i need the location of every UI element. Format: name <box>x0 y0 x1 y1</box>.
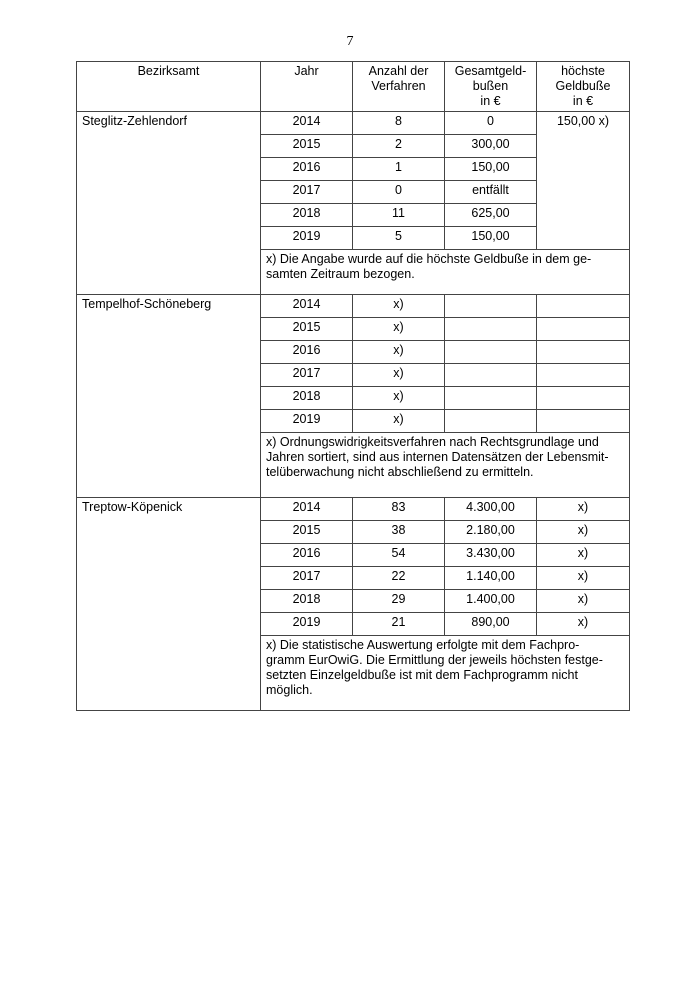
header-row <box>77 62 630 112</box>
count-cell: x) <box>353 341 445 364</box>
year-cell: 2019 <box>261 227 353 250</box>
district-name: Treptow-Köpenick <box>77 498 261 711</box>
count-cell: 22 <box>353 567 445 590</box>
count-cell: 38 <box>353 521 445 544</box>
max-fine-cell: x) <box>537 544 630 567</box>
year-cell: 2017 <box>261 181 353 204</box>
table-row <box>77 498 630 521</box>
total-fine-cell: 1.400,00 <box>445 590 537 613</box>
count-cell: 21 <box>353 613 445 636</box>
max-fine-cell <box>537 295 630 318</box>
header-bezirksamt: Bezirksamt <box>77 62 261 112</box>
total-fine-cell: 150,00 <box>445 158 537 181</box>
table-row <box>77 112 630 135</box>
max-fine-cell <box>537 318 630 341</box>
year-cell: 2014 <box>261 112 353 135</box>
header-gesamt: Gesamtgeld- bußen in € <box>445 62 537 112</box>
year-cell: 2018 <box>261 204 353 227</box>
year-cell: 2016 <box>261 341 353 364</box>
year-cell: 2014 <box>261 295 353 318</box>
total-fine-cell <box>445 364 537 387</box>
year-cell: 2015 <box>261 521 353 544</box>
table-row <box>77 295 630 318</box>
count-cell: x) <box>353 410 445 433</box>
year-cell: 2017 <box>261 567 353 590</box>
total-fine-cell: 890,00 <box>445 613 537 636</box>
max-fine-cell <box>537 341 630 364</box>
total-fine-cell <box>445 387 537 410</box>
count-cell: 0 <box>353 181 445 204</box>
year-cell: 2016 <box>261 158 353 181</box>
year-cell: 2019 <box>261 410 353 433</box>
count-cell: 54 <box>353 544 445 567</box>
total-fine-cell: 150,00 <box>445 227 537 250</box>
header-jahr: Jahr <box>261 62 353 112</box>
year-cell: 2019 <box>261 613 353 636</box>
footnote: x) Die Angabe wurde auf die höchste Geldbuße in dem ge- samten Zeitraum bezogen. <box>261 250 630 295</box>
count-cell: 11 <box>353 204 445 227</box>
count-cell: x) <box>353 364 445 387</box>
year-cell: 2015 <box>261 318 353 341</box>
total-fine-cell: entfällt <box>445 181 537 204</box>
total-fine-cell <box>445 318 537 341</box>
year-cell: 2015 <box>261 135 353 158</box>
fines-table <box>76 61 630 711</box>
count-cell: 83 <box>353 498 445 521</box>
district-name: Steglitz-Zehlendorf <box>77 112 261 295</box>
year-cell: 2018 <box>261 387 353 410</box>
count-cell: 5 <box>353 227 445 250</box>
max-fine-cell <box>537 364 630 387</box>
total-fine-cell: 3.430,00 <box>445 544 537 567</box>
count-cell: x) <box>353 295 445 318</box>
page-number: 7 <box>346 34 354 49</box>
total-fine-cell: 300,00 <box>445 135 537 158</box>
year-cell: 2014 <box>261 498 353 521</box>
count-cell: 2 <box>353 135 445 158</box>
year-cell: 2016 <box>261 544 353 567</box>
total-fine-cell <box>445 341 537 364</box>
total-fine-cell: 1.140,00 <box>445 567 537 590</box>
footnote: x) Die statistische Auswertung erfolgte mit dem Fachpro- gramm EurOwiG. Die Ermittlung der jeweils höchsten festge- setzten Einzelgeldbuße ist mit dem Fachprogramm nicht möglich. <box>261 636 630 711</box>
count-cell: x) <box>353 318 445 341</box>
max-fine-cell: x) <box>537 567 630 590</box>
total-fine-cell: 625,00 <box>445 204 537 227</box>
max-fine-cell: x) <box>537 498 630 521</box>
footnote: x) Ordnungswidrigkeitsverfahren nach Rechtsgrundlage und Jahren sortiert, sind aus internen Datensätzen der Lebensmit- telüberwachung nicht abschließend zu ermitteln. <box>261 433 630 498</box>
max-fine-cell <box>537 410 630 433</box>
max-fine-cell: x) <box>537 521 630 544</box>
year-cell: 2018 <box>261 590 353 613</box>
header-hoechste: höchste Geldbuße in € <box>537 62 630 112</box>
count-cell: 29 <box>353 590 445 613</box>
header-anzahl: Anzahl der Verfahren <box>353 62 445 112</box>
total-fine-cell: 2.180,00 <box>445 521 537 544</box>
total-fine-cell: 0 <box>445 112 537 135</box>
total-fine-cell <box>445 410 537 433</box>
max-fine-cell: x) <box>537 613 630 636</box>
count-cell: 1 <box>353 158 445 181</box>
max-fine-cell <box>537 387 630 410</box>
max-fine-cell: x) <box>537 590 630 613</box>
count-cell: 8 <box>353 112 445 135</box>
count-cell: x) <box>353 387 445 410</box>
year-cell: 2017 <box>261 364 353 387</box>
district-name: Tempelhof-Schöneberg <box>77 295 261 498</box>
total-fine-cell <box>445 295 537 318</box>
max-fine-cell: 150,00 x) <box>537 112 630 250</box>
total-fine-cell: 4.300,00 <box>445 498 537 521</box>
